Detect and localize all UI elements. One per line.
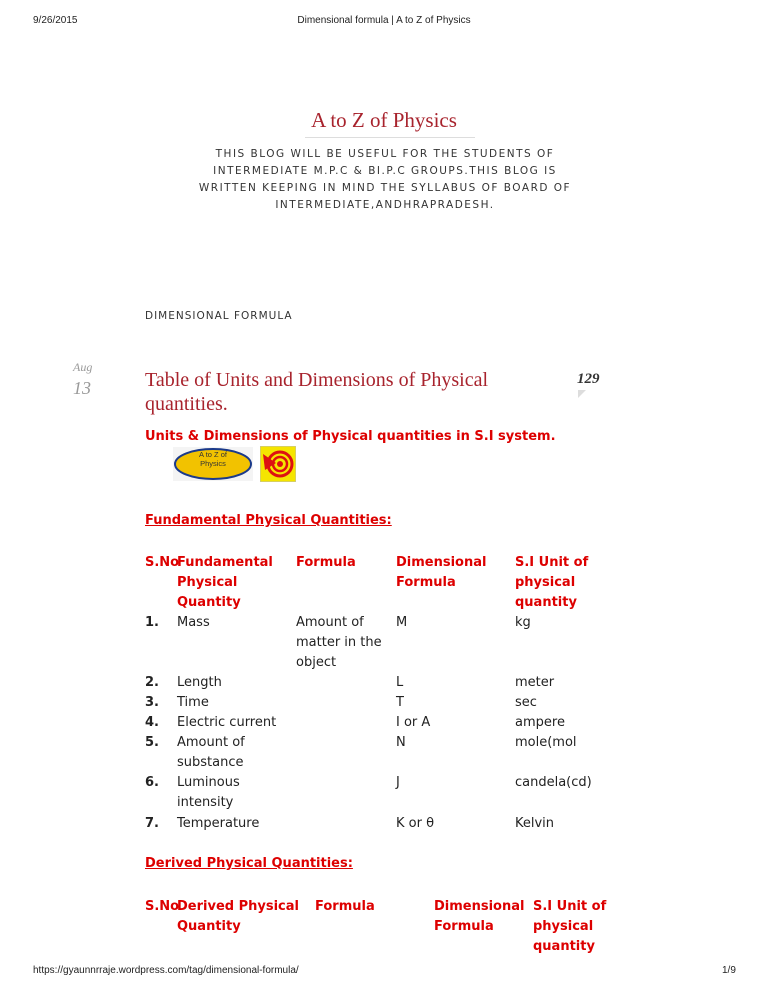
blog-title[interactable]: A to Z of Physics bbox=[311, 108, 457, 132]
post-day: 13 bbox=[73, 378, 91, 398]
print-date: 9/26/2015 bbox=[33, 15, 78, 26]
table-row-unit: ampere bbox=[515, 715, 565, 730]
print-url: https://gyaunnrraje.wordpress.com/tag/dimensional-formula/ bbox=[33, 965, 299, 976]
blog-logo-text: A to Z of Physics bbox=[199, 450, 227, 468]
table-row-quantity: Electric current bbox=[177, 715, 277, 730]
der-header-sno: S.No bbox=[145, 899, 180, 914]
table-row-quantity: Temperature bbox=[177, 816, 260, 831]
post-subtitle: Units & Dimensions of Physical quantities in S.I system. bbox=[145, 429, 556, 444]
table-row-quantity: Mass bbox=[177, 615, 210, 630]
archive-label: DIMENSIONAL FORMULA bbox=[145, 310, 293, 322]
table-row-unit: sec bbox=[515, 695, 537, 710]
table-row-unit: candela(cd) bbox=[515, 775, 592, 790]
table-row-dimension: J bbox=[396, 775, 400, 790]
fund-header-quantity: Fundamental Physical Quantity bbox=[177, 555, 273, 610]
table-row-quantity: Length bbox=[177, 675, 222, 690]
table-row-sno: 7. bbox=[145, 816, 159, 831]
comment-bubble-tail bbox=[578, 390, 586, 398]
fund-header-unit: S.I Unit of physical quantity bbox=[515, 555, 589, 610]
table-row-sno: 2. bbox=[145, 675, 159, 690]
table-row-sno: 4. bbox=[145, 715, 159, 730]
print-page-title: Dimensional formula | A to Z of Physics bbox=[297, 15, 471, 26]
table-row-sno: 6. bbox=[145, 775, 159, 790]
post-month: Aug bbox=[73, 360, 93, 374]
der-header-quantity: Derived Physical Quantity bbox=[177, 899, 299, 934]
table-row-dimension: K or θ bbox=[396, 816, 435, 831]
blog-tagline: THIS BLOG WILL BE USEFUL FOR THE STUDENTS OF INTERMEDIATE M.P.C & BI.P.C GROUPS.THIS BLOG IS WRITTEN KEEPING IN MIND THE SYLLABUS OF BOARD OF INTERMEDIATE,ANDHRAPRADESH. bbox=[198, 148, 572, 211]
der-header-unit: S.I Unit of physical quantity bbox=[533, 899, 607, 954]
fundamental-heading: Fundamental Physical Quantities: bbox=[145, 513, 392, 528]
table-row-dimension: N bbox=[396, 735, 406, 750]
table-row-quantity: Time bbox=[177, 695, 209, 710]
table-row-unit: Kelvin bbox=[515, 816, 555, 831]
table-row-dimension: L bbox=[396, 675, 404, 690]
fund-header-dimension: Dimensional Formula bbox=[396, 555, 487, 590]
target-logo-icon bbox=[260, 446, 296, 482]
table-row-unit: meter bbox=[515, 675, 555, 690]
fund-header-sno: S.No bbox=[145, 555, 180, 570]
table-row-sno: 5. bbox=[145, 735, 159, 750]
table-row-dimension: M bbox=[396, 615, 408, 630]
fund-header-formula: Formula bbox=[296, 555, 356, 570]
table-row-sno: 1. bbox=[145, 615, 159, 630]
table-row-dimension: I or A bbox=[396, 715, 431, 730]
comment-count[interactable]: 129 bbox=[577, 371, 600, 387]
table-row-unit: kg bbox=[515, 615, 531, 630]
post-title[interactable]: Table of Units and Dimensions of Physical quantities. bbox=[145, 369, 488, 415]
der-header-dimension: Dimensional Formula bbox=[434, 899, 525, 934]
table-row-formula: Amount of matter in the object bbox=[296, 615, 382, 670]
table-row-unit: mole(mol bbox=[515, 735, 577, 750]
print-page-number: 1/9 bbox=[722, 965, 736, 976]
title-divider bbox=[305, 137, 475, 138]
table-row-dimension: T bbox=[396, 695, 404, 710]
derived-heading: Derived Physical Quantities: bbox=[145, 856, 353, 871]
der-header-formula: Formula bbox=[315, 899, 375, 914]
table-row-quantity: Amount of substance bbox=[177, 735, 245, 770]
table-row-quantity: Luminous intensity bbox=[177, 775, 240, 810]
table-row-sno: 3. bbox=[145, 695, 159, 710]
